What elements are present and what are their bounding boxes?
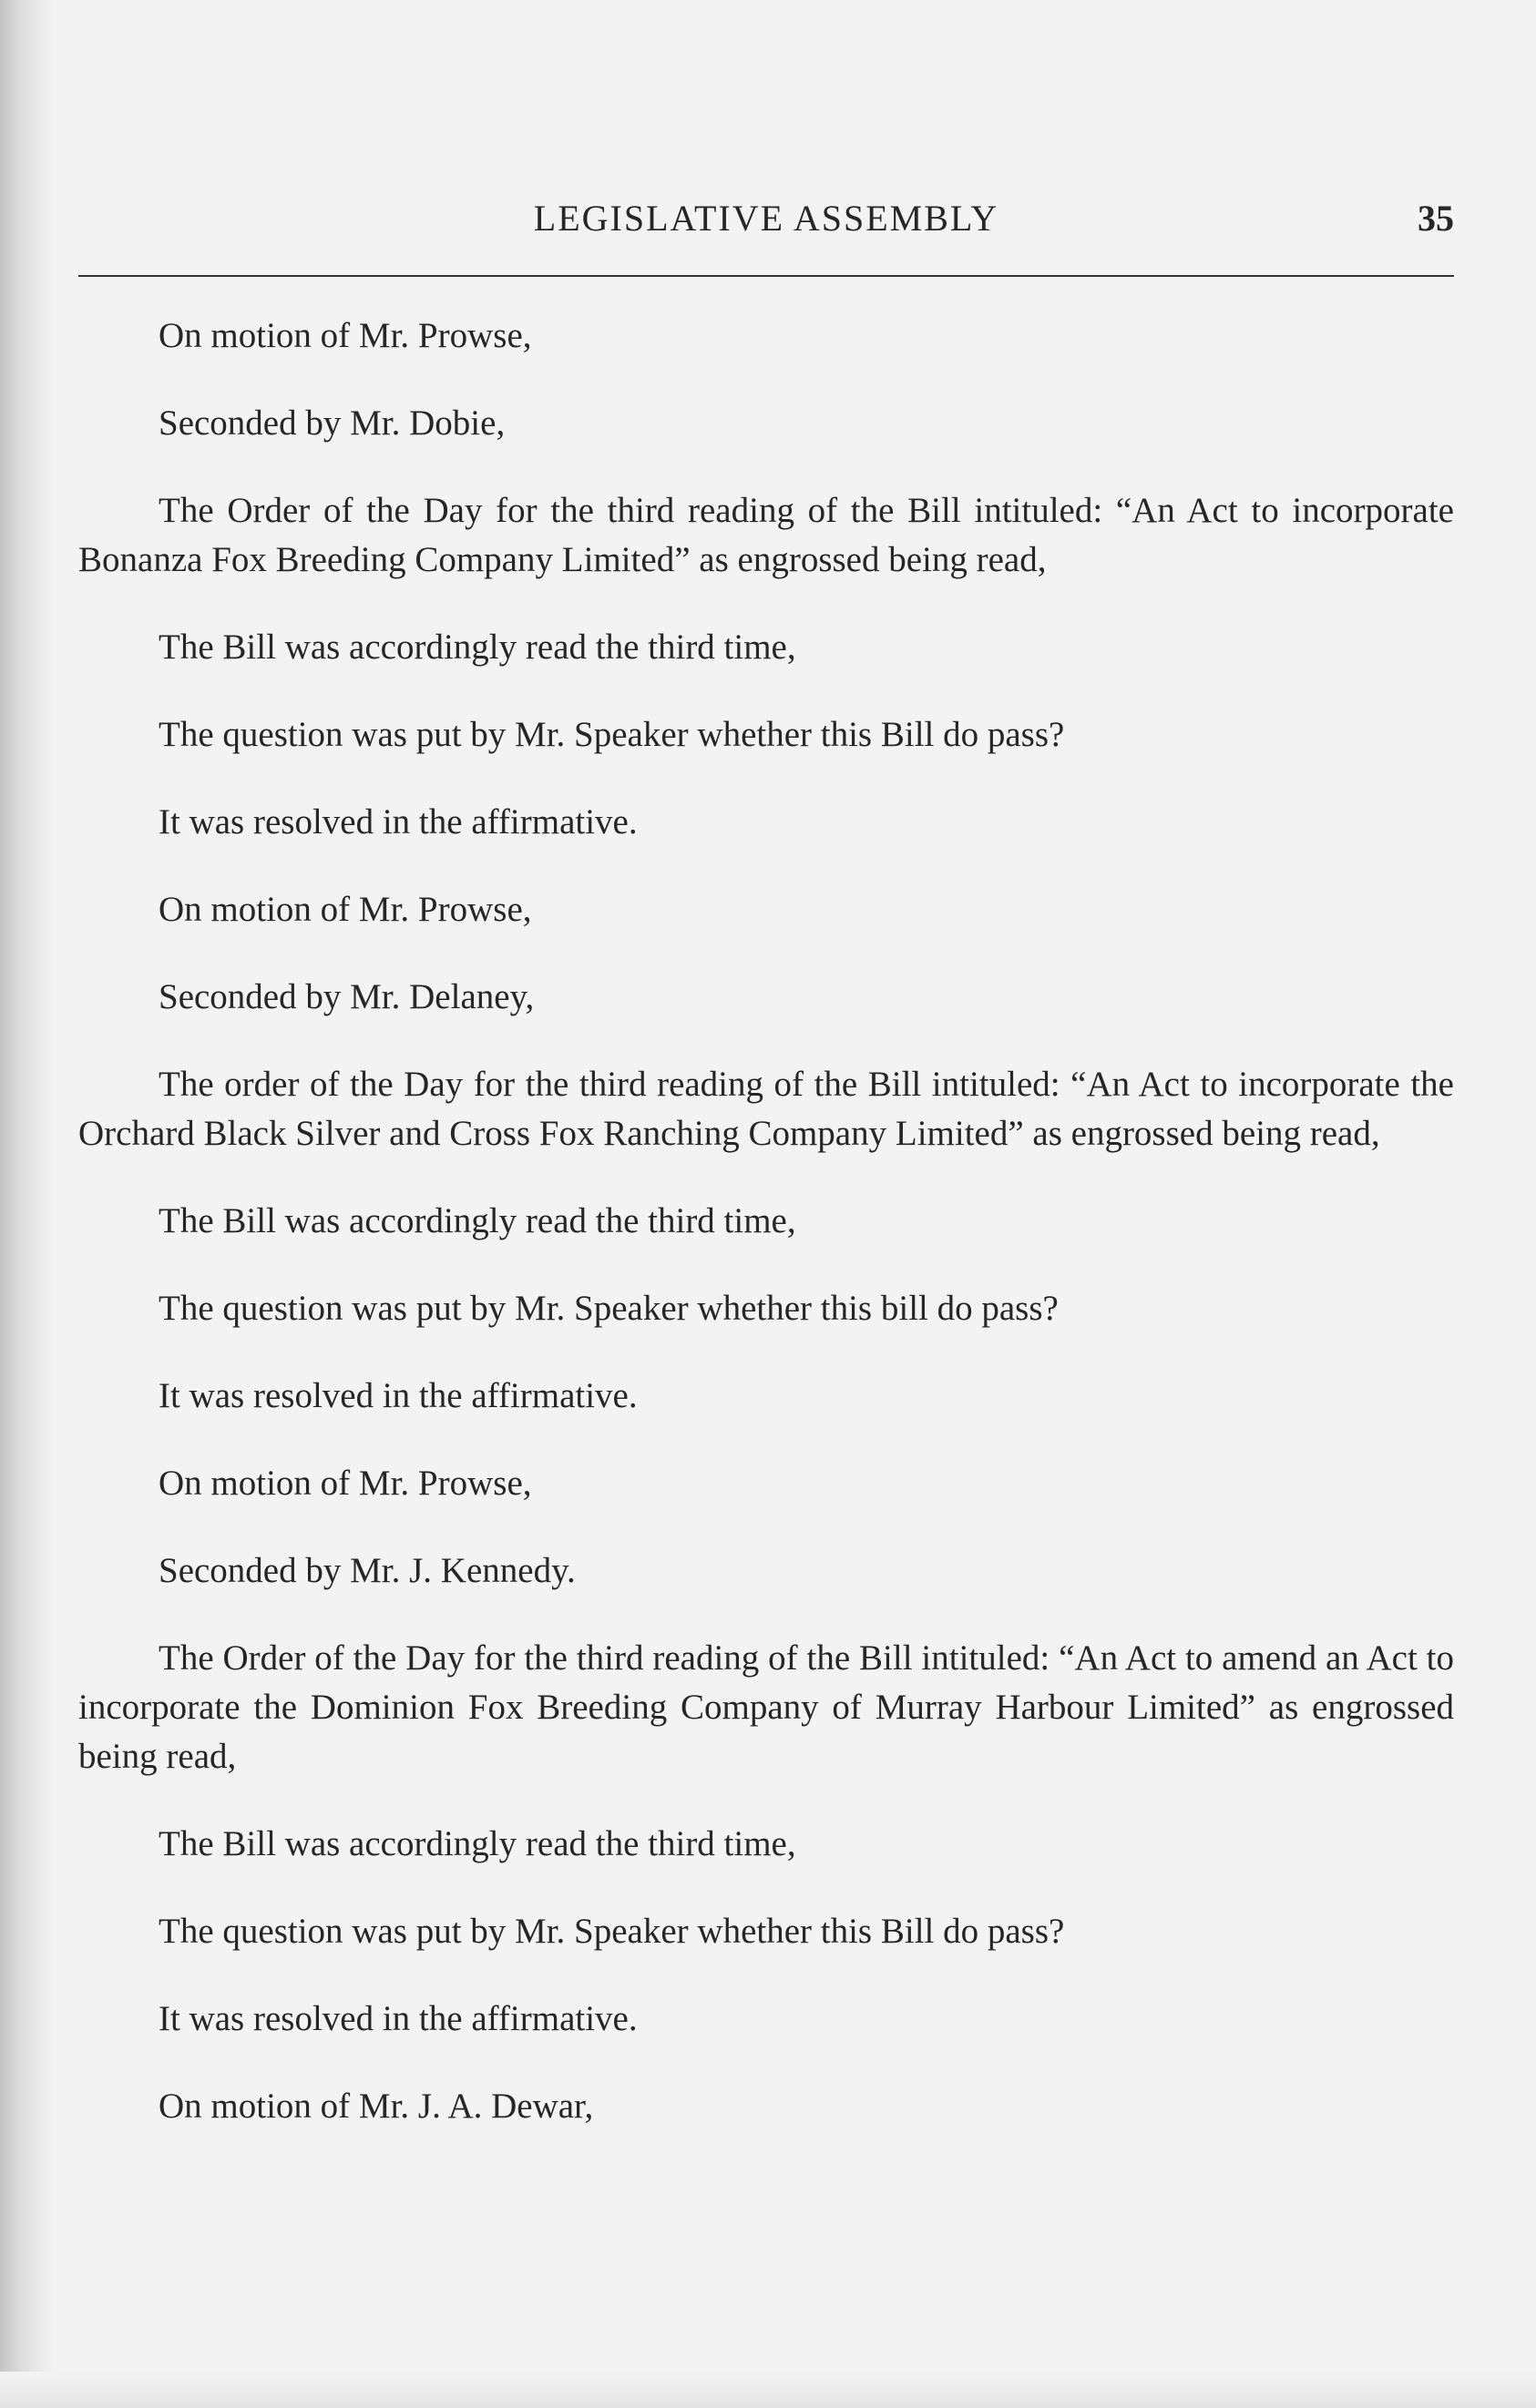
paragraph: The Bill was accordingly read the third time, (159, 628, 796, 667)
header-title: LEGISLATIVE ASSEMBLY (533, 198, 999, 239)
paragraph: The question was put by Mr. Speaker whether this Bill do pass? (159, 715, 1065, 754)
paragraph: The order of the Day for the third reading of the Bill intituled: “An Act to incorporate the Orchard Black Silver and Cross Fox Ranching Company Limited” as engrossed being read, (78, 1065, 1454, 1153)
paragraph: Seconded by Mr. J. Kennedy. (159, 1551, 576, 1590)
page-number: 35 (1418, 198, 1454, 239)
paragraph: The Order of the Day for the third reading of the Bill intituled: “An Act to incorporate Bonanza Fox Breeding Company Limited” as engrossed being read, (78, 491, 1454, 579)
paragraph: It was resolved in the affirmative. (159, 802, 638, 842)
paragraph: It was resolved in the affirmative. (159, 1999, 638, 2038)
paragraph: On motion of Mr. Prowse, (159, 1464, 532, 1503)
paragraph: It was resolved in the affirmative. (159, 1376, 638, 1415)
page-header (78, 193, 1454, 244)
paragraph: On motion of Mr. Prowse, (159, 890, 532, 929)
paragraph: The Bill was accordingly read the third time, (159, 1201, 796, 1240)
body-text (78, 311, 1454, 2169)
paragraph: On motion of Mr. Prowse, (159, 316, 532, 355)
paragraph: On motion of Mr. J. A. Dewar, (159, 2087, 594, 2126)
paragraph: Seconded by Mr. Dobie, (159, 403, 506, 443)
header-rule (78, 275, 1454, 277)
paragraph: The question was put by Mr. Speaker whether this Bill do pass? (159, 1912, 1065, 1951)
page-edge-shadow (0, 0, 55, 2408)
paragraph: The question was put by Mr. Speaker whether this bill do pass? (159, 1289, 1059, 1328)
paragraph: The Order of the Day for the third reading of the Bill intituled: “An Act to amend an Act to incorporate the Dominion Fox Breeding Company of Murray Harbour Limited” as engrossed being read, (78, 1638, 1454, 1776)
paragraph: Seconded by Mr. Delaney, (159, 977, 535, 1016)
page-bottom-shadow (0, 2372, 1536, 2408)
paragraph: The Bill was accordingly read the third time, (159, 1824, 796, 1863)
